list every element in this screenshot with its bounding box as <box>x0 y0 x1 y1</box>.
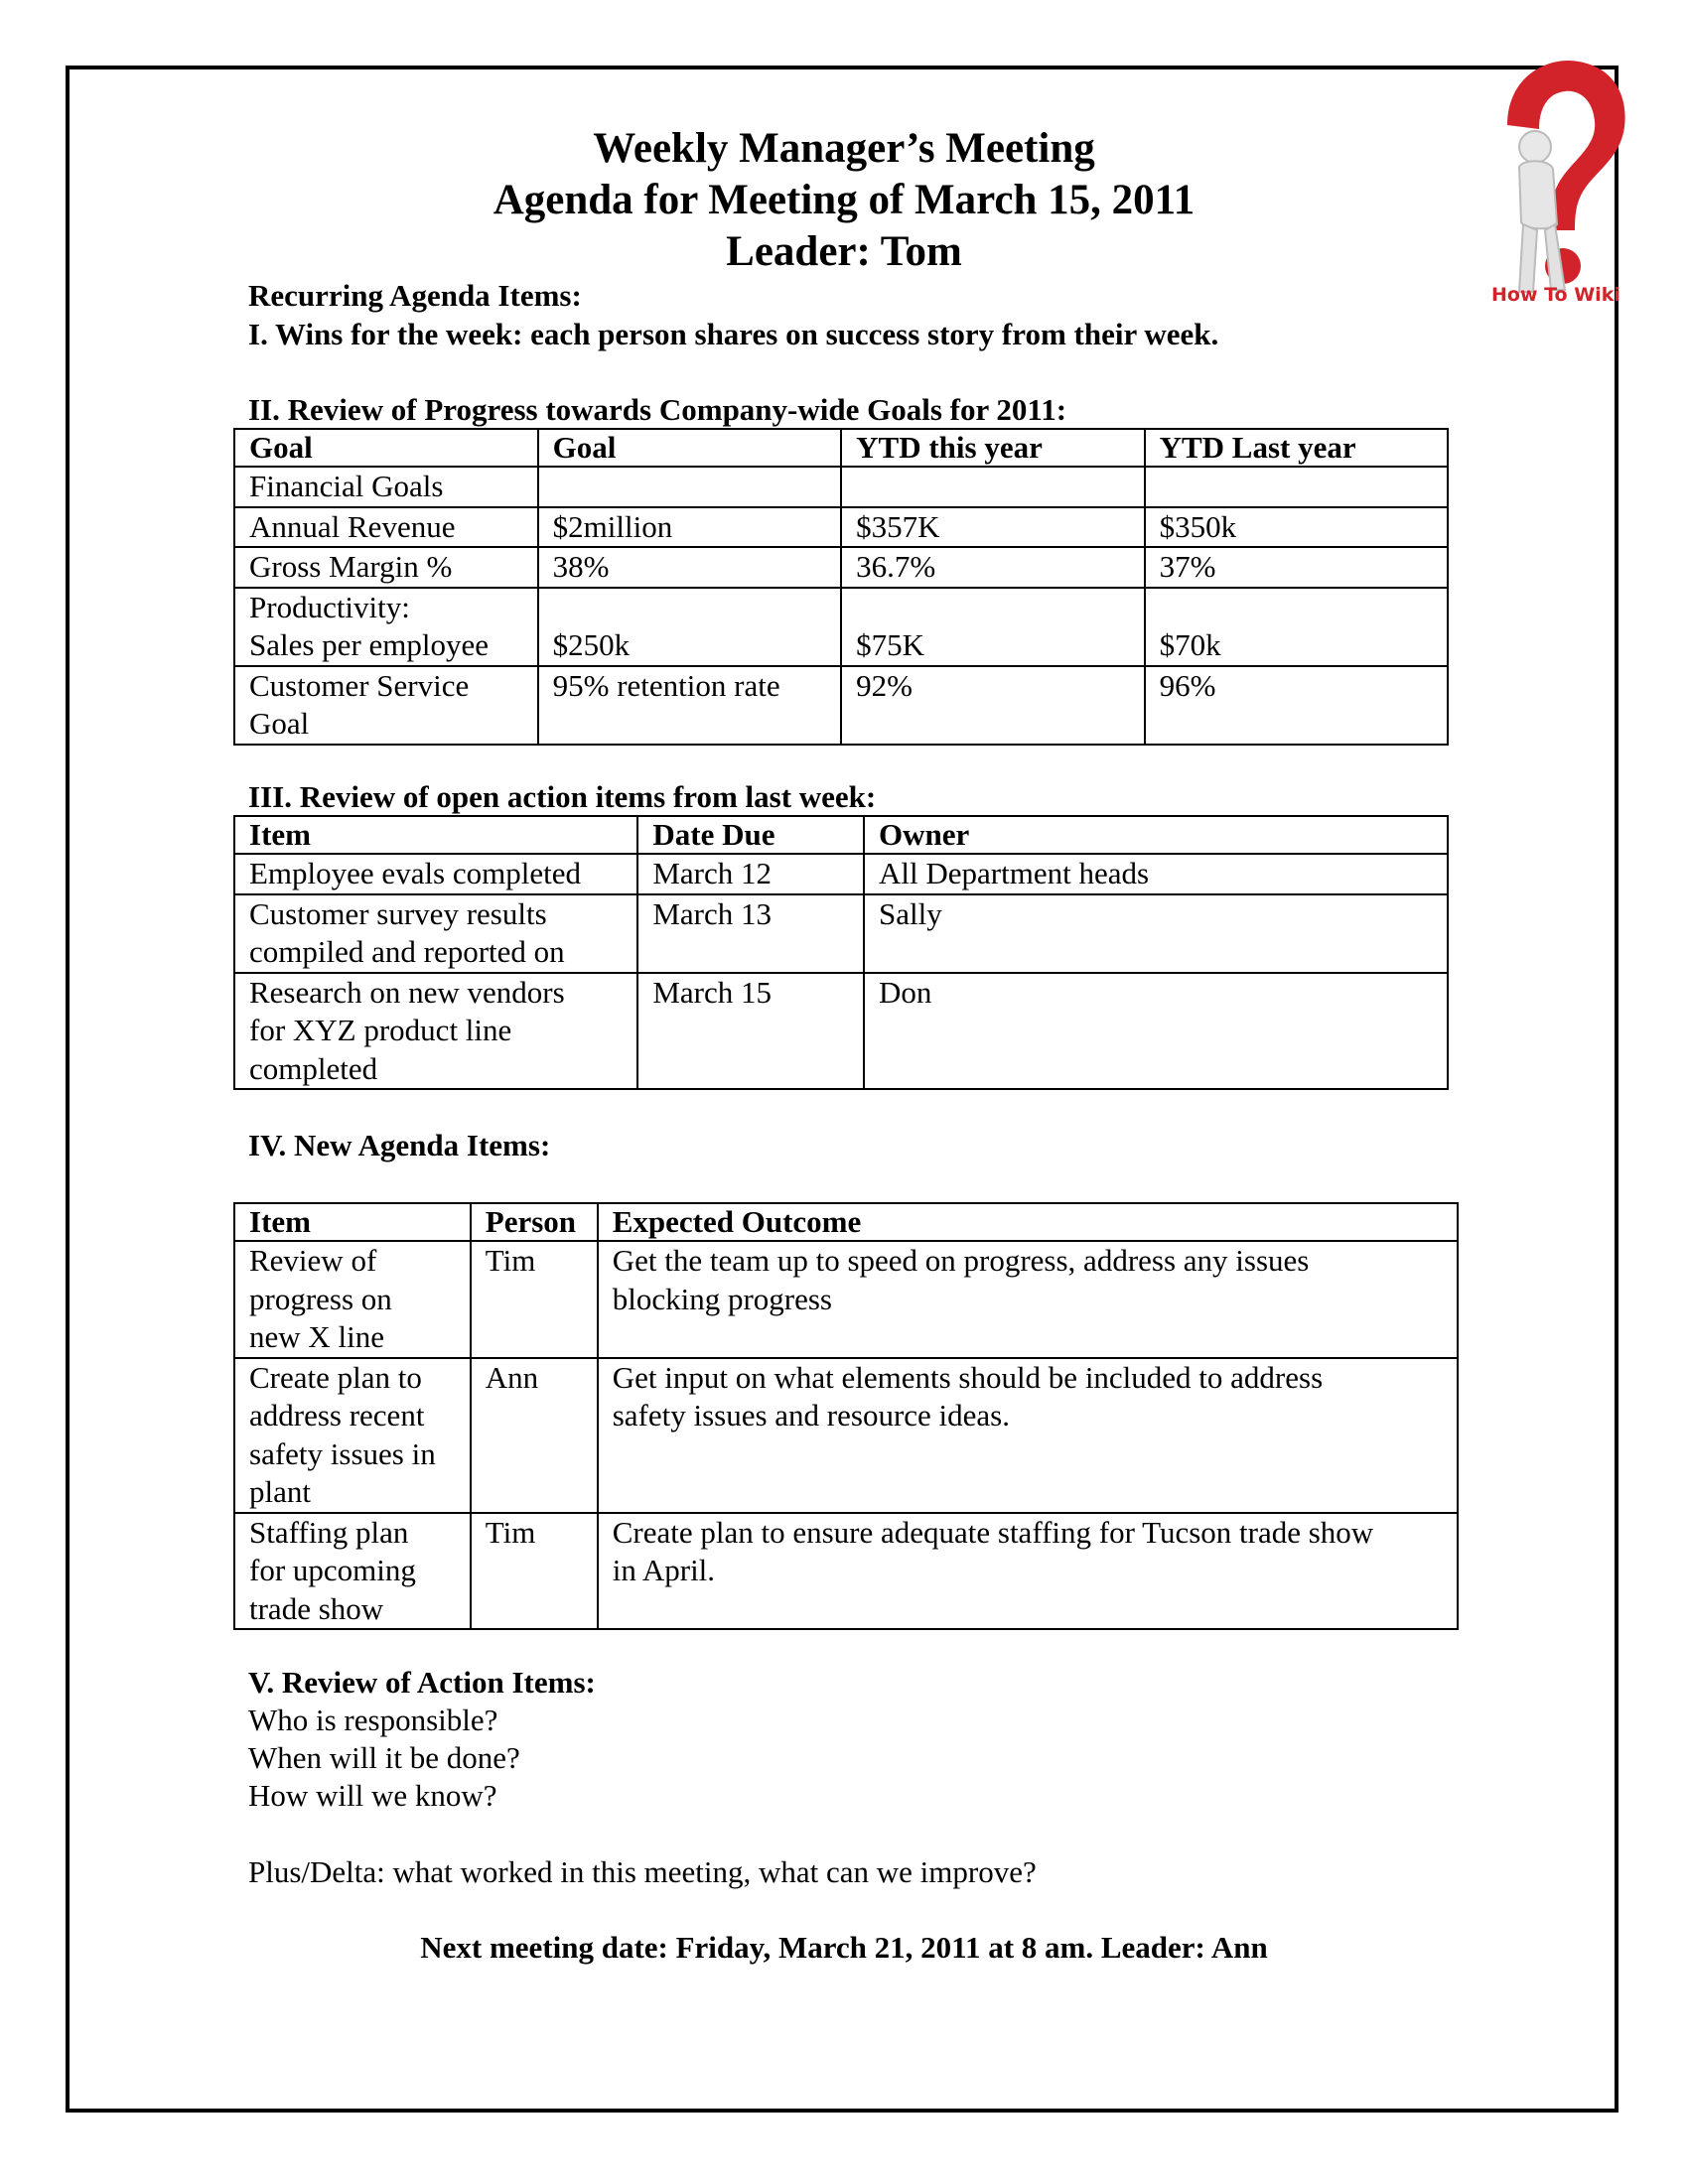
outcome-cell <box>598 1513 1458 1630</box>
item-line: for XYZ product line <box>249 1013 512 1047</box>
item-cell <box>234 973 637 1090</box>
table-row <box>234 507 1448 548</box>
logo-text: How To Wiki <box>1491 284 1620 306</box>
ytd-cell: 36.7% <box>841 547 1144 588</box>
item-line: Customer survey results <box>249 895 547 931</box>
column-header: Item <box>234 816 637 854</box>
ytd-cell <box>841 467 1144 507</box>
column-header: Owner <box>864 816 1448 854</box>
item-cell <box>234 1513 471 1630</box>
table-row <box>234 854 1448 894</box>
item-line: Review of <box>249 1243 377 1278</box>
person-cell: Tim <box>471 1513 598 1630</box>
outcome-line: in April. <box>612 1553 716 1587</box>
goal-cell: Annual Revenue <box>234 507 538 548</box>
item-cell <box>234 894 637 973</box>
due-cell: March 12 <box>637 854 864 894</box>
table-header-row <box>234 429 1448 467</box>
goal-line: Goal <box>249 706 310 741</box>
outcome-cell <box>598 1358 1458 1513</box>
review-question: When will it be done? <box>248 1740 520 1775</box>
table-row <box>234 588 1448 666</box>
last-year-cell: $350k <box>1145 507 1448 548</box>
goal-cell <box>234 588 538 666</box>
goal-line: Productivity: <box>249 589 410 624</box>
ytd-cell: 92% <box>841 666 1144 745</box>
item-cell <box>234 1241 471 1358</box>
item-line: Create plan to <box>249 1359 422 1395</box>
outcome-line: safety issues and resource ideas. <box>612 1398 1010 1433</box>
table-row <box>234 1358 1458 1513</box>
table-row <box>234 1241 1458 1358</box>
goal-line: Sales per employee <box>249 627 490 662</box>
goals-heading: II. Review of Progress towards Company-wide Goals for 2011: <box>248 392 1067 427</box>
meeting-leader: Leader: Tom <box>726 228 962 275</box>
table-row <box>234 467 1448 507</box>
next-meeting: Next meeting date: Friday, March 21, 2011 at 8 am. Leader: Ann <box>420 1930 1268 1965</box>
outcome-line: blocking progress <box>612 1281 832 1316</box>
new-items-table <box>233 1202 1459 1630</box>
item-line: completed <box>249 1050 378 1086</box>
last-year-cell: $70k <box>1145 588 1448 666</box>
item-cell <box>234 854 637 894</box>
table-row <box>234 547 1448 588</box>
column-header: Expected Outcome <box>598 1203 1458 1241</box>
item-line: address recent <box>249 1398 425 1433</box>
item-line: for upcoming <box>249 1553 416 1587</box>
review-heading: V. Review of Action Items: <box>248 1665 596 1700</box>
due-cell: March 13 <box>637 894 864 973</box>
new-items-heading: IV. New Agenda Items: <box>248 1128 551 1162</box>
item-line: progress on <box>249 1281 392 1316</box>
goal-line: Customer Service <box>249 667 470 703</box>
target-cell: $2million <box>538 507 842 548</box>
review-question: How will we know? <box>248 1778 497 1813</box>
owner-cell: Don <box>864 973 1448 1090</box>
outcome-line: Get input on what elements should be included to address <box>612 1359 1324 1395</box>
item-line: Employee evals completed <box>249 856 581 890</box>
plus-delta: Plus/Delta: what worked in this meeting, what can we improve? <box>248 1854 1037 1889</box>
outcome-line: Create plan to ensure adequate staffing for Tucson trade show <box>612 1514 1374 1550</box>
column-header: YTD Last year <box>1145 429 1448 467</box>
table-header-row <box>234 1203 1458 1241</box>
item-line: trade show <box>249 1590 384 1626</box>
review-question: Who is responsible? <box>248 1703 498 1737</box>
owner-cell: Sally <box>864 894 1448 973</box>
target-cell: 38% <box>538 547 842 588</box>
goal-cell: Financial Goals <box>234 467 538 507</box>
table-row <box>234 1513 1458 1630</box>
goals-table <box>233 428 1449 746</box>
item-line: new X line <box>249 1319 385 1354</box>
column-header: Goal <box>234 429 538 467</box>
column-header: Item <box>234 1203 471 1241</box>
outcome-cell <box>598 1241 1458 1358</box>
target-cell: $250k <box>538 588 842 666</box>
last-year-cell: 37% <box>1145 547 1448 588</box>
column-header: Goal <box>538 429 842 467</box>
column-header: Person <box>471 1203 598 1241</box>
table-row <box>234 973 1448 1090</box>
item-cell <box>234 1358 471 1513</box>
item-line: plant <box>249 1474 311 1509</box>
table-header-row <box>234 816 1448 854</box>
item-line: safety issues in <box>249 1435 436 1471</box>
item-line: Staffing plan <box>249 1514 409 1550</box>
column-header: Date Due <box>637 816 864 854</box>
due-cell: March 15 <box>637 973 864 1090</box>
person-cell: Ann <box>471 1358 598 1513</box>
target-cell: 95% retention rate <box>538 666 842 745</box>
goal-cell <box>234 666 538 745</box>
ytd-cell: $357K <box>841 507 1144 548</box>
wins-item: I. Wins for the week: each person shares on success story from their week. <box>248 317 1219 351</box>
last-year-cell <box>1145 467 1448 507</box>
open-items-table <box>233 815 1449 1090</box>
column-header: YTD this year <box>841 429 1144 467</box>
item-line: Research on new vendors <box>249 974 565 1010</box>
recurring-heading: Recurring Agenda Items: <box>248 278 582 313</box>
table-row <box>234 894 1448 973</box>
owner-cell: All Department heads <box>864 854 1448 894</box>
document-subtitle: Agenda for Meeting of March 15, 2011 <box>492 177 1196 223</box>
ytd-cell: $75K <box>841 588 1144 666</box>
table-row <box>234 666 1448 745</box>
document-title: Weekly Manager’s Meeting <box>593 125 1095 172</box>
goal-cell: Gross Margin % <box>234 547 538 588</box>
item-line: compiled and reported on <box>249 934 565 969</box>
target-cell <box>538 467 842 507</box>
outcome-line: Get the team up to speed on progress, address any issues <box>612 1243 1310 1278</box>
last-year-cell: 96% <box>1145 666 1448 745</box>
person-cell: Tim <box>471 1241 598 1358</box>
open-items-heading: III. Review of open action items from last week: <box>248 779 877 814</box>
